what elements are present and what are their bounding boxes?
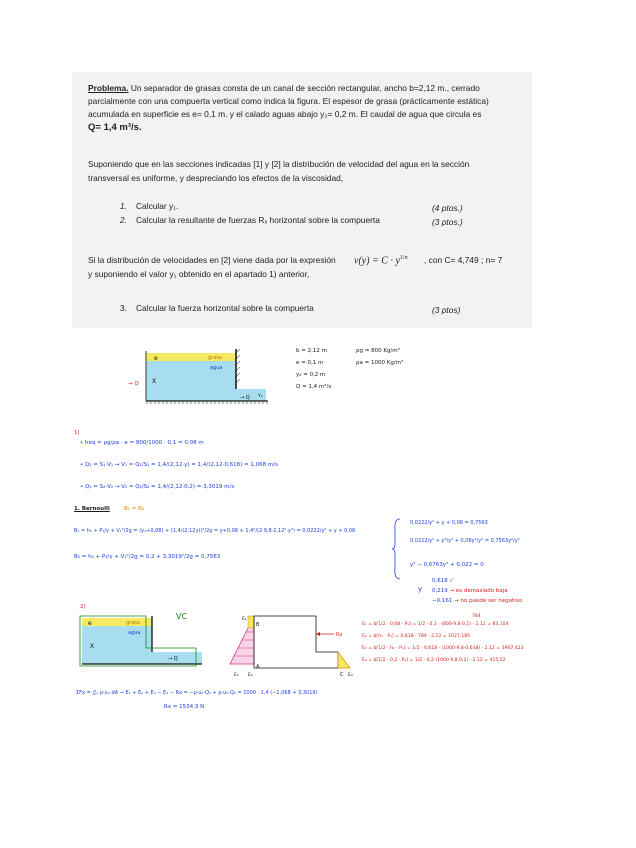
e1-top-note: 784 — [472, 614, 481, 619]
b2-line: B₂ = h₂ + P₂/γ + V₂²/2g = 0,2 + 3,3019²/2g = 0,7563 — [74, 554, 221, 560]
q2-text: Calcular la resultante de fuerzas Rₓ horizontal sobre la compuerta — [136, 215, 380, 225]
given-e: e = 0,1 m — [296, 360, 324, 366]
diag-label-c: C — [340, 672, 344, 678]
q1-points: (4 ptos.) — [432, 203, 463, 213]
given-q: Q = 1,4 m³/s — [296, 384, 332, 390]
assume-line-1: Suponiendo que en las secciones indicadas [1] y [2] la distribución de velocidad del agua en la sección — [88, 159, 470, 169]
y-roots-label: y — [418, 585, 423, 593]
q3-number: 3. — [120, 303, 127, 313]
root-negative — [432, 598, 522, 604]
agua-label-2: agua — [128, 630, 141, 636]
intro-line-1: Un separador de grasas consta de un canal de sección rectangular, ancho b=2,12 m., cerrado — [130, 83, 480, 93]
problem-statement — [72, 72, 532, 328]
q3-text: Calcular la fuerza horizontal sobre la compuerta — [136, 303, 314, 313]
diag-label-b: B — [256, 622, 260, 628]
v1-line: • Q₁ = S₁·V₁ → V₁ = Q₁/S₁ = 1,4/(2,12·y) = 1,4/(2,12·0,618) = 1,068 m/s — [80, 462, 278, 468]
diag-label-e4: E₄ — [348, 673, 353, 678]
intro-line-2: parcialmente con una compuerta vertical como indica la figura. El espesor de grasa (prácticamente estática) — [88, 96, 489, 106]
dist-constants: , con C= 4,749 ; n= 7 — [424, 255, 503, 265]
system-eq-2: 0,0222/y² + y³/y² + 0,08y²/y² = 0,7563y²/y² — [410, 538, 520, 544]
grasa-label-2: grasa — [126, 620, 140, 626]
dist-line-2: y suponiendo el valor y₁ obtenido en el apartado 1) anterior, — [88, 269, 310, 279]
check-icon: ✓ — [449, 578, 455, 584]
grease-layer — [146, 353, 236, 361]
momentum-equation: ΣFx = ∬ₛ ρ·uₓ·dA → E₁ + E₂ + E₃ − E₄ − Rx = −ρ·u₁·Q₁ + ρ·u₂·Q₂ = 1000 · 1,4 (−1,068 + 3,3019) — [76, 690, 318, 696]
bernoulli-equality: B₁ = B₂ — [124, 506, 145, 512]
given-b: b = 2,12 m — [296, 348, 327, 354]
x-label: X — [152, 378, 157, 385]
control-volume-label: VC — [176, 612, 188, 621]
problem-intro — [88, 82, 518, 95]
grasa-label: grasa — [208, 355, 222, 361]
y2-label: Y₂ — [258, 394, 263, 399]
grease-layer-2 — [82, 618, 152, 626]
heq-line: • heq = ρg/ρa · e = 800/1000 · 0,1 = 0,08 m — [80, 440, 204, 446]
root-3-note: → no puede ser negativo — [454, 598, 523, 604]
water-upstream — [146, 361, 236, 401]
e1-line: E₁ = b[1/2 · 0,08 · Pₐ] = 1/2 · 0,1 · (800·9,8·0,1) · 2,12 = 83,104 — [362, 622, 509, 627]
q1-text: Calcular y₁. — [136, 201, 179, 211]
q2-points: (3 ptos.) — [432, 217, 463, 227]
root-3-value: −0,161 — [432, 598, 453, 604]
q1-number: 1. — [120, 201, 127, 211]
part1-label: 1) — [74, 430, 80, 436]
diag-label-a: A — [256, 664, 260, 670]
system-eq-3: y³ − 0,6763y² + 0,022 = 0 — [410, 562, 484, 568]
rx-arrowhead — [316, 632, 320, 636]
given-rho-g: ρg = 800 Kg/m³ — [356, 348, 400, 354]
e-label-2: e — [88, 620, 92, 627]
e2-line: E₂ = b[h₁ · Pₐ] = 0,618 · 784 · 2,12 = 1027,185 — [362, 634, 471, 639]
q-in-label: → Q — [128, 381, 139, 387]
q-out-label: → Q — [240, 395, 250, 401]
rx-result: Rx = 1534,3 N — [164, 704, 205, 710]
channel-figure-2 — [76, 614, 206, 670]
velocity-formula — [354, 252, 408, 268]
root-valid — [432, 578, 454, 584]
formula-body: v(y) = C · y — [354, 255, 400, 267]
root-1-value: 0,618 — [432, 578, 448, 584]
agua-label: agua — [210, 365, 223, 371]
q3-points: (3 ptos) — [432, 305, 461, 315]
rx-label: Rx — [336, 632, 343, 638]
part2-label: 2) — [80, 604, 86, 610]
diag-label-e2: E₂ — [248, 673, 253, 678]
root-2-value: 0,219 — [432, 588, 448, 594]
channel-figure-1 — [128, 345, 278, 405]
diag-label-e3: E₃ — [234, 673, 239, 678]
assume-line-2: transversal es uniforme, y despreciando los efectos de la viscosidad, — [88, 173, 344, 183]
pressure-diagram — [226, 612, 356, 678]
pressure-triangle-downstream — [338, 652, 350, 668]
control-outline — [254, 616, 338, 668]
e4-line: E₄ = b[1/2 · 0,2 · Pₐ] = 1/2 · 0,2 (1000·9,8·0,2) · 2,12 = 415,52 — [362, 658, 506, 663]
intro-line-3: acumulada en superficie es e= 0,1 m. y el calado aguas abajo y₂= 0,2 m. El caudal de agua que circula es — [88, 109, 482, 119]
e3-line: E₃ = b[1/2 · h₁ · Pₐ] = 1/2 · 0,618 · (1000·9,8·0,618) · 2,12 = 3967,423 — [362, 646, 524, 651]
q-out-label-2: → Q — [168, 656, 178, 662]
flow-rate: Q= 1,4 m³/s. — [88, 122, 142, 133]
system-eq-1: 0,0222/y² + y + 0,08 = 0,7563 — [410, 520, 488, 526]
x-label-2: X — [90, 643, 95, 650]
b1-line: B₁ = h₁ + P₁/γ + V₁²/2g = (y₁+0,08) + (1,4/(2,12y))²/2g = y+0,08 + 1,4²/(2·9,8·2,12²·y²) = 0,0222/y² + y + 0,08 — [74, 528, 356, 534]
v2-line: • Q₂ = S₂·V₂ → V₂ = Q₂/S₂ = 1,4/(2,12·0,2) = 3,3019 m/s — [80, 484, 235, 490]
equation-brace — [392, 518, 402, 580]
given-y2: y₂ = 0,2 m — [296, 372, 326, 378]
problem-heading: Problema. — [88, 83, 129, 93]
root-too-low — [432, 588, 508, 594]
dist-line-1: Si la distribución de velocidades en [2] viene dada por la expresión — [88, 255, 336, 265]
q2-number: 2. — [120, 215, 127, 225]
root-2-note: → es demasiado baja — [449, 588, 508, 594]
given-rho-a: ρa = 1000 Kg/m³ — [356, 360, 404, 366]
grease-pressure-box — [248, 616, 254, 628]
bernoulli-heading: 1. Bernoulli — [74, 506, 110, 512]
formula-exponent: 1/n — [399, 255, 408, 261]
diag-label-e1: E₁ — [242, 617, 247, 622]
e-label: e — [154, 355, 158, 362]
